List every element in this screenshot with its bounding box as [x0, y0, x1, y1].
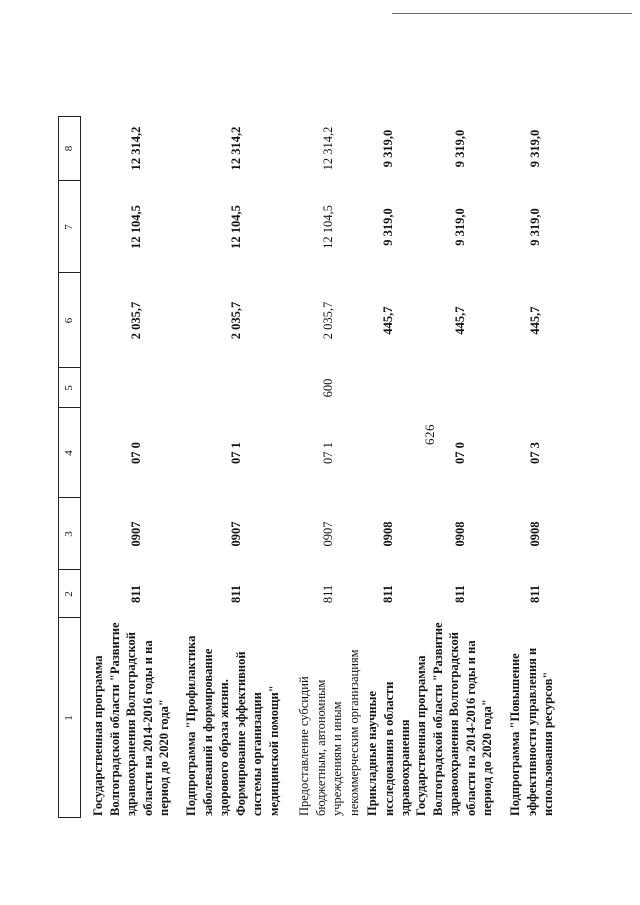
cell-amount-6: 2 035,7	[129, 301, 143, 340]
cell-vedomstvo: 811	[528, 584, 542, 604]
cell-tselevaya-statya	[380, 408, 396, 498]
cell-amount-7: 12 104,5	[229, 205, 243, 249]
cell-vid-raskhodov	[452, 368, 468, 408]
column-header: 8	[63, 145, 75, 152]
cell-tselevaya-statya: 07 0	[453, 442, 467, 464]
cell-amount-8: 12 314,2	[321, 126, 335, 171]
cell-amount-6: 2 035,7	[321, 301, 335, 340]
row-name: Прикладные научные исследования в области здравоохранения	[365, 681, 412, 816]
column-header: 4	[63, 450, 75, 456]
column-header: 7	[63, 224, 75, 230]
cell-vid-raskhodov	[527, 368, 543, 408]
column-header: 2	[63, 591, 75, 597]
cell-amount-7: 12 104,5	[129, 205, 143, 249]
cell-amount-6: 445,7	[528, 306, 542, 335]
cell-amount-8: 9 319,0	[381, 129, 395, 168]
row-name: Государственная программа Волгоградской области "Развитие здравоохранения Волгоградской области на 2014-2016 годы и на период до 2020 года"	[91, 622, 171, 816]
column-header: 5	[63, 385, 75, 391]
cell-razdel: 0908	[381, 521, 395, 547]
cell-vid-raskhodov	[128, 368, 144, 408]
page-number: 626	[422, 424, 437, 445]
cell-vid-raskhodov	[380, 368, 396, 408]
cell-vedomstvo: 811	[129, 584, 143, 604]
cell-razdel: 0908	[453, 521, 467, 547]
scan-edge-line	[392, 13, 632, 14]
cell-razdel: 0907	[129, 521, 143, 547]
cell-amount-6: 445,7	[381, 306, 395, 335]
cell-amount-7: 9 319,0	[528, 208, 542, 246]
cell-tselevaya-statya: 07 3	[528, 442, 542, 464]
cell-razdel: 0907	[321, 521, 335, 547]
cell-amount-7: 9 319,0	[381, 208, 395, 246]
row-name: Подпрограмма "Профилактика заболеваний и формирование здорового образа жизни. Формирование эффективной системы организации медицинской помощи"	[184, 635, 281, 816]
cell-vedomstvo: 811	[453, 584, 467, 604]
cell-razdel: 0908	[528, 521, 542, 547]
column-header: 3	[63, 531, 75, 537]
column-header: 1	[63, 715, 75, 721]
table-top-border	[58, 116, 59, 818]
cell-amount-8: 12 314,2	[129, 126, 143, 171]
cell-tselevaya-statya: 07 0	[129, 442, 143, 464]
cell-razdel: 0907	[229, 521, 243, 547]
cell-vedomstvo: 811	[321, 584, 335, 604]
row-name: Подпрограмма "Повышение эффективности управления и использования ресурсов"	[508, 647, 555, 816]
column-header: 6	[63, 317, 75, 324]
cell-vid-raskhodov	[228, 368, 244, 408]
row-name: Предоставление субсидий бюджетным, автономным учреждениям и иным некоммерческим организациям	[297, 649, 361, 816]
cell-vedomstvo: 811	[229, 584, 243, 604]
cell-tselevaya-statya: 07 1	[229, 442, 243, 464]
cell-vid-raskhodov: 600	[321, 378, 335, 398]
cell-amount-7: 12 104,5	[321, 205, 335, 249]
cell-amount-8: 9 319,0	[453, 129, 467, 168]
cell-amount-7: 9 319,0	[453, 208, 467, 246]
row-name: Государственная программа Волгоградской области "Развитие здравоохранения Волгоградской области на 2014-2016 годы и на период до 2020 года"	[414, 622, 494, 816]
cell-tselevaya-statya: 07 1	[321, 442, 335, 464]
cell-amount-6: 445,7	[453, 306, 467, 335]
cell-amount-8: 9 319,0	[528, 129, 542, 168]
cell-amount-8: 12 314,2	[229, 126, 243, 171]
budget-table	[58, 116, 558, 818]
cell-vedomstvo: 811	[381, 584, 395, 604]
header-bottom-border	[80, 116, 81, 818]
cell-amount-6: 2 035,7	[229, 301, 243, 340]
